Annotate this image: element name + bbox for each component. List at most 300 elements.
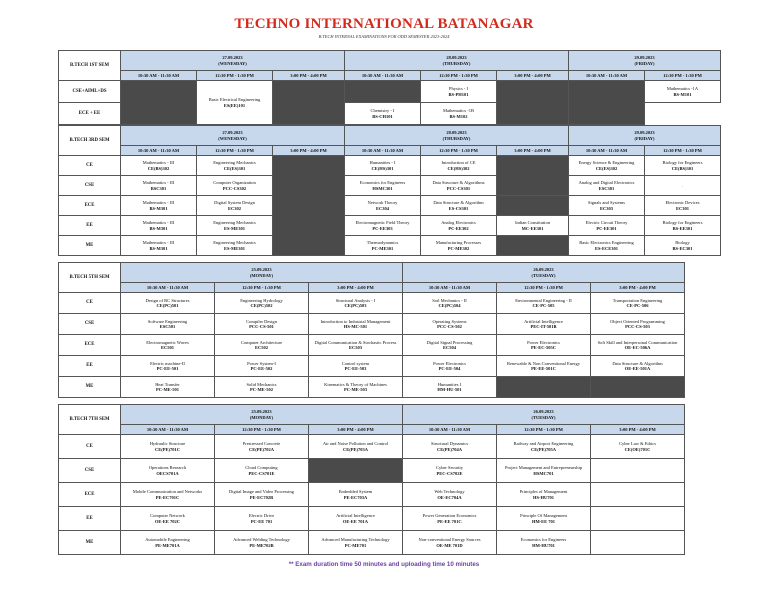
branch-label: ECE <box>59 483 121 507</box>
subject-cell <box>121 335 215 356</box>
subject-code: PC-EE 701 <box>250 518 273 524</box>
subject-name: Digital Communication & Stochastic Process <box>314 339 397 345</box>
subject-cell <box>569 216 645 236</box>
subject-code: PC-EE301 <box>596 225 617 231</box>
subject-code: CE-PC-506 <box>626 303 649 308</box>
page-title: TECHNO INTERNATIONAL BATANAGAR <box>234 16 534 32</box>
subject-code: BS-CH101 <box>372 113 393 119</box>
time-slot-header: 12:30 PM - 1:30 PM <box>197 71 273 81</box>
exam-day: (WENESDAY) <box>218 135 247 141</box>
time-slot-header: 3:00 PM - 4:00 PM <box>591 283 685 293</box>
subject-code: PE-EC703A <box>343 494 368 500</box>
subject-code: ESC501 <box>159 324 176 329</box>
exam-day: (WENESDAY) <box>218 60 247 66</box>
subject-code: CE(ES)302 <box>595 165 618 171</box>
subject-name: Electric machine-II <box>150 360 185 366</box>
subject-cell <box>403 483 497 507</box>
subject-name: Mathematics -1B <box>442 108 475 114</box>
subject-name: Automobile Engineering <box>145 537 190 543</box>
exam-date: 27.09.2023 <box>222 130 243 136</box>
subject-code: PE-EE 701C <box>437 518 462 524</box>
subject-cell <box>421 196 497 216</box>
exam-date-header <box>121 405 403 425</box>
subject-code: PC-ME302 <box>447 245 470 251</box>
subject-name: Compiler Design <box>246 318 277 324</box>
subject-code: ES(EE)101 <box>223 102 246 108</box>
subject-code: HM-EE 701 <box>531 518 556 524</box>
subject-code: HS-MC-501 <box>343 324 368 329</box>
subject-code: HM-HU701 <box>532 542 555 548</box>
subject-cell <box>421 156 497 176</box>
subject-code: ES-ME301 <box>223 225 245 231</box>
subject-code: PC-EE-501 <box>156 366 179 371</box>
subject-code: PCC-CS302 <box>222 185 247 191</box>
subject-cell <box>403 435 497 459</box>
subject-cell <box>121 459 215 483</box>
time-slot-row <box>59 425 685 435</box>
subject-name: Digital Signal Processing <box>426 339 473 345</box>
time-slot-header: 10:30 AM - 11:30 AM <box>569 146 645 156</box>
subject-code: EC302 <box>227 205 241 211</box>
branch-label: ECE <box>59 196 121 216</box>
subject-cell <box>197 196 273 216</box>
no-exam-cell <box>497 236 569 256</box>
subject-code: BS-M301 <box>149 205 168 211</box>
subject-code: BS-EE301 <box>672 225 693 231</box>
branch-row <box>59 236 721 256</box>
subject-cell <box>121 156 197 176</box>
exam-date: 26.09.2023 <box>533 409 554 415</box>
time-slot-header: 10:30 AM - 11:30 AM <box>569 71 645 81</box>
subject-cell <box>403 293 497 314</box>
subject-name: Thermodynamics <box>366 240 399 246</box>
branch-row <box>59 356 685 377</box>
exam-day: (MONDAY) <box>249 414 274 420</box>
exam-day: (FRIDAY) <box>634 135 655 141</box>
time-slot-header: 10:30 AM - 11:30 AM <box>121 71 197 81</box>
subject-name: Electric Drive <box>248 513 275 519</box>
subject-code: CE(PE)702A <box>249 446 274 452</box>
branch-label: CSE+AIML+DS <box>59 81 121 103</box>
exam-date: 26.09.2023 <box>533 267 554 273</box>
exam-date-header <box>121 51 345 71</box>
subject-cell <box>121 356 215 377</box>
subject-code: CE(OE)701C <box>624 446 651 452</box>
subject-code: PCC-CS301 <box>446 185 471 191</box>
subject-name: Analog Electronics <box>441 220 476 226</box>
subject-cell <box>645 216 721 236</box>
subject-name: Data Structure & Algorithm <box>612 360 663 366</box>
subject-name: Operating Systems <box>432 318 467 324</box>
subject-name: Air and Noise Pollution and Control <box>322 441 389 447</box>
subject-cell <box>645 176 721 196</box>
subject-name: Design of RC Structures <box>145 297 190 303</box>
branch-label: ME <box>59 236 121 256</box>
subject-code: HSMC301 <box>372 185 393 191</box>
subject-code: PE-ME701A <box>155 542 180 548</box>
subject-code: BSC301 <box>150 185 167 191</box>
subject-cell <box>215 483 309 507</box>
subject-name: Energy Science & Engineering <box>578 160 635 166</box>
no-exam-cell <box>345 81 421 103</box>
branch-label: ECE + EE <box>59 103 121 125</box>
branch-row <box>59 507 685 531</box>
subject-code: EC303 <box>599 205 613 211</box>
subject-code: PCC-CS-503 <box>625 324 650 329</box>
time-slot-header: 12:30 PM - 1:30 PM <box>645 71 721 81</box>
date-header-row <box>59 405 685 425</box>
subject-code: CE(PC)503 <box>344 303 367 308</box>
branch-row <box>59 435 685 459</box>
exam-date: 28.09.2023 <box>446 130 467 136</box>
semester-label: B.TECH 3RD SEM <box>59 126 121 156</box>
subject-name: Basic Electronics Engineering <box>579 240 634 246</box>
subject-code: BS-M102 <box>449 113 468 119</box>
subject-cell <box>421 176 497 196</box>
subject-code: BS-M101 <box>673 91 692 97</box>
subject-name: Mathematics - III <box>142 220 175 226</box>
subject-cell <box>591 531 685 555</box>
subject-name: Power Electronics <box>527 339 560 345</box>
branch-row <box>59 335 685 356</box>
time-slot-header: 10:30 AM - 11:30 AM <box>345 146 421 156</box>
semester-label: B.TECH 5TH SEM <box>59 263 121 293</box>
subject-cell <box>121 314 215 335</box>
subject-cell <box>591 293 685 314</box>
subject-name: Advanced Welding Technology <box>233 537 290 543</box>
subject-code: PC-ME-502 <box>250 387 273 392</box>
no-exam-cell <box>309 459 403 483</box>
subject-name: Power Electronics <box>433 360 466 366</box>
subject-name: Introduction of CE <box>441 160 476 166</box>
branch-row <box>59 216 721 236</box>
subject-name: Economics for Engineers <box>359 180 406 186</box>
subject-cell <box>309 507 403 531</box>
subject-code: PC-EE-502 <box>250 366 273 371</box>
subject-cell <box>215 335 309 356</box>
subject-cell <box>309 377 403 398</box>
subject-name: Kinematics & Theory of Machines <box>324 381 387 387</box>
time-slot-header: 3:00 PM - 4:00 PM <box>309 283 403 293</box>
subject-name: Soil Mechanics - II <box>432 297 467 303</box>
subject-code: OECS701A <box>156 470 179 476</box>
subject-cell <box>121 435 215 459</box>
subject-cell <box>345 236 421 256</box>
subject-code: PC-EE-504 <box>438 366 461 371</box>
subject-name: Mobile Communication and Networks <box>132 489 203 495</box>
subject-code: OE-EC704A <box>437 494 462 500</box>
subject-cell <box>215 435 309 459</box>
time-slot-header: 12:30 PM - 1:30 PM <box>421 146 497 156</box>
subject-cell <box>215 377 309 398</box>
subject-code: EC304 <box>375 205 389 211</box>
branch-label: EE <box>59 216 121 236</box>
exam-date: 28.09.2023 <box>446 55 467 61</box>
subject-code: OE-ME 701D <box>436 542 463 548</box>
subject-code: ES-CS301 <box>448 205 469 211</box>
subject-cell <box>591 459 685 483</box>
subject-name: Embedded System <box>338 489 373 495</box>
time-slot-header: 3:00 PM - 4:00 PM <box>309 425 403 435</box>
subject-cell <box>421 236 497 256</box>
no-exam-cell <box>497 377 591 398</box>
time-slot-row <box>59 283 685 293</box>
subject-cell <box>215 459 309 483</box>
subject-name: Mathematics - III <box>142 200 175 206</box>
branch-row <box>59 531 685 555</box>
subject-name: Engineering Mechanics <box>213 220 256 226</box>
subject-code: CE(BS)301 <box>671 165 694 171</box>
subject-name: Physics - I <box>449 86 468 92</box>
time-slot-header: 12:30 PM - 1:30 PM <box>197 146 273 156</box>
exam-day: (FRIDAY) <box>634 60 655 66</box>
subject-cell <box>215 314 309 335</box>
no-exam-cell <box>497 156 569 196</box>
subject-cell <box>121 507 215 531</box>
branch-label: CSE <box>59 314 121 335</box>
branch-label: CE <box>59 156 121 176</box>
subject-code: PC-ME-501 <box>156 387 179 392</box>
subject-cell <box>497 356 591 377</box>
subject-cell <box>121 293 215 314</box>
subject-code: CE(ES)301 <box>223 165 246 171</box>
subject-cell <box>497 314 591 335</box>
subject-cell <box>197 81 273 125</box>
subject-cell <box>215 531 309 555</box>
subject-code: EC503 <box>348 345 362 350</box>
subject-name: Cloud Computing <box>245 465 278 471</box>
subject-code: OE-EE-501A <box>624 366 651 371</box>
subject-cell <box>121 196 197 216</box>
exam-date: 25.09.2023 <box>251 409 272 415</box>
branch-row <box>59 483 685 507</box>
subject-cell <box>121 531 215 555</box>
subject-code: OE-EE 702C <box>154 518 181 524</box>
subject-code: PE-EC702B <box>249 494 274 500</box>
no-exam-cell <box>591 377 685 398</box>
semester-label: B.TECH 7TH SEM <box>59 405 121 435</box>
subject-name: Mathematics - III <box>142 160 175 166</box>
subject-code: HS-HU701 <box>532 494 554 500</box>
branch-row <box>59 293 685 314</box>
subject-name: Basic Electrical Engineering <box>208 97 261 103</box>
subject-code: ES-ME301 <box>223 245 245 251</box>
time-slot-header: 12:30 PM - 1:30 PM <box>497 283 591 293</box>
exam-date-header <box>121 126 345 146</box>
subject-code: BS-M301 <box>149 245 168 251</box>
subject-name: Power Generation Economics <box>422 513 477 519</box>
subject-code: PCC-CS-501 <box>249 324 274 329</box>
subject-cell <box>121 176 197 196</box>
subject-name: Non-conventional Energy Sources <box>418 537 481 543</box>
subject-cell <box>591 507 685 531</box>
subject-name: Principles of Management <box>519 489 568 495</box>
time-slot-header: 3:00 PM - 4:00 PM <box>497 146 569 156</box>
subject-cell <box>345 103 421 125</box>
subject-code: PEC-CS702E <box>436 470 463 476</box>
exam-date: 25.09.2023 <box>251 267 272 273</box>
subject-name: Advanced Manufacturing Technology <box>321 537 390 543</box>
subject-cell <box>421 216 497 236</box>
branch-row <box>59 314 685 335</box>
subject-cell <box>569 176 645 196</box>
subject-cell <box>197 236 273 256</box>
semester-label: B.TECH 1ST SEM <box>59 51 121 81</box>
branch-row <box>59 196 721 216</box>
subject-cell <box>403 335 497 356</box>
time-slot-header: 10:30 AM - 11:30 AM <box>121 283 215 293</box>
subject-name: Control system <box>341 360 370 366</box>
subject-code: HSMC701 <box>533 470 554 476</box>
subject-name: Data Structure & Algorithm <box>433 200 484 206</box>
subject-cell <box>215 507 309 531</box>
exam-day: (MONDAY) <box>249 272 274 278</box>
subject-code: PC-ME-503 <box>344 387 367 392</box>
subject-code: PC-EE302 <box>448 225 469 231</box>
time-slot-header: 12:30 PM - 1:30 PM <box>421 71 497 81</box>
subject-code: PEC-IT-501B <box>530 324 557 329</box>
branch-label: EE <box>59 507 121 531</box>
time-slot-header: 10:30 AM - 11:30 AM <box>121 425 215 435</box>
subject-name: Hydraulic Structure <box>149 441 186 447</box>
subject-cell <box>645 81 721 103</box>
exam-day: (THURSDAY) <box>442 60 471 66</box>
subject-cell <box>309 335 403 356</box>
subject-name: Soft Skill and Interpersonal Communication <box>597 339 678 345</box>
subject-name: Computer Network <box>150 513 185 519</box>
subject-code: OE-EC-506A <box>624 345 651 350</box>
subject-name: . <box>681 182 684 188</box>
subject-name: Object Oriented Programming <box>610 318 665 324</box>
subject-code: PC-ME301 <box>371 245 394 251</box>
subject-name: Digital Image and Video Processing <box>229 489 294 495</box>
exam-date-header <box>345 51 569 71</box>
exam-date: 29.09.2023 <box>634 130 655 136</box>
subject-code: CE(PC)502 <box>250 303 273 308</box>
subject-cell <box>421 81 497 103</box>
subject-cell <box>569 196 645 216</box>
subject-code: PC-ME701 <box>344 542 367 548</box>
subject-code: CE(HS)302 <box>447 165 470 171</box>
subject-cell <box>645 156 721 176</box>
subject-code: CE(PE)701C <box>155 446 180 452</box>
time-slot-header: 12:30 PM - 1:30 PM <box>215 283 309 293</box>
subject-cell <box>121 483 215 507</box>
subject-name: Engineering Mechanics <box>213 160 256 166</box>
subject-code: ES-ECE301 <box>594 245 618 251</box>
subject-cell <box>345 156 421 176</box>
time-slot-row <box>59 146 721 156</box>
subject-name: Computer Organization <box>213 180 256 186</box>
subject-cell <box>197 156 273 176</box>
subject-code: BS-M301 <box>149 225 168 231</box>
subject-name: Electric Circuit Theory <box>585 220 628 226</box>
subject-code: CE(PE)703A <box>343 446 368 452</box>
time-slot-header: 12:30 PM - 1:30 PM <box>497 425 591 435</box>
subject-name: Artificial Intelligence <box>524 318 563 324</box>
branch-label: EE <box>59 356 121 377</box>
subject-cell <box>215 293 309 314</box>
subject-code: EC301 <box>675 205 689 211</box>
exam-day: (THURSDAY) <box>442 135 471 141</box>
subject-name: Renewable & Non Conventional Energy <box>507 360 580 366</box>
subject-code: PE-EC-505C <box>531 345 556 350</box>
subject-cell <box>197 176 273 196</box>
subject-cell <box>309 435 403 459</box>
subject-cell <box>591 483 685 507</box>
subject-name: Environmental Engineering - II <box>515 297 572 303</box>
subject-code: ESC301 <box>598 185 615 191</box>
exam-table-s1 <box>58 50 721 125</box>
subject-cell <box>309 314 403 335</box>
subject-name: Electronic Devices <box>665 200 700 206</box>
branch-label: CE <box>59 435 121 459</box>
branch-row <box>59 156 721 176</box>
subject-cell <box>309 531 403 555</box>
subject-code: CE(PC)504 <box>438 303 461 308</box>
subject-cell <box>345 176 421 196</box>
subject-cell <box>309 293 403 314</box>
subject-name: Heat Transfer <box>155 381 180 387</box>
subject-cell <box>645 196 721 216</box>
subject-code: BS-EC301 <box>672 245 693 251</box>
subject-cell <box>497 507 591 531</box>
subject-name: Data Structure & Algorithms <box>432 180 485 186</box>
exam-date-header <box>121 263 403 283</box>
subject-code: BS-PH101 <box>448 91 469 97</box>
subject-name: Mathematics - III <box>142 180 175 186</box>
subject-name: Biology <box>675 240 690 246</box>
time-slot-row <box>59 71 721 81</box>
subject-cell <box>121 216 197 236</box>
subject-name: Biology for Engineers <box>662 160 703 166</box>
no-exam-cell <box>121 81 197 125</box>
subject-name: Electromagnetic Waves <box>146 339 189 345</box>
time-slot-header: 3:00 PM - 4:00 PM <box>497 71 569 81</box>
subject-name: Project Management and Entrepreneurship <box>504 465 583 471</box>
subject-name: Introduction to Industrial Management <box>320 318 391 324</box>
subject-code: PEC-CS701E <box>248 470 275 476</box>
subject-name: Electromagnetic Field Theory <box>355 220 410 226</box>
subject-name: Railway and Airport Engineering <box>513 441 574 447</box>
subject-cell <box>591 356 685 377</box>
subject-name: Solid Mechanics <box>246 381 277 387</box>
time-slot-header: 3:00 PM - 4:00 PM <box>273 146 345 156</box>
branch-label: CSE <box>59 176 121 196</box>
subject-name: Cyber Law & Ethics <box>618 441 657 447</box>
subject-name: Engineering Mechanics <box>213 240 256 246</box>
subject-code: PC-EE303 <box>372 225 393 231</box>
subject-code: EC501 <box>160 345 174 350</box>
subject-code: OE-EE 701A <box>342 518 369 524</box>
subject-name: Economics for Engineers <box>520 537 567 543</box>
subject-name: Artificial Intelligence <box>336 513 375 519</box>
subject-cell <box>497 216 569 236</box>
subject-name: Mathematics - III <box>142 240 175 246</box>
subject-code: CE(PC)501 <box>156 303 179 308</box>
subject-name: Humanities I <box>437 381 462 387</box>
exam-date-header <box>569 126 721 146</box>
time-slot-header: 10:30 AM - 11:30 AM <box>121 146 197 156</box>
subject-cell <box>403 507 497 531</box>
subject-name: Analog and Digital Electronics <box>578 180 635 186</box>
time-slot-header: 12:30 PM - 1:30 PM <box>645 146 721 156</box>
exam-date-header <box>345 126 569 146</box>
subject-name: Computer Architecture <box>240 339 283 345</box>
time-slot-header: 3:00 PM - 4:00 PM <box>591 425 685 435</box>
time-slot-header: 10:30 AM - 11:30 AM <box>403 425 497 435</box>
branch-row <box>59 176 721 196</box>
